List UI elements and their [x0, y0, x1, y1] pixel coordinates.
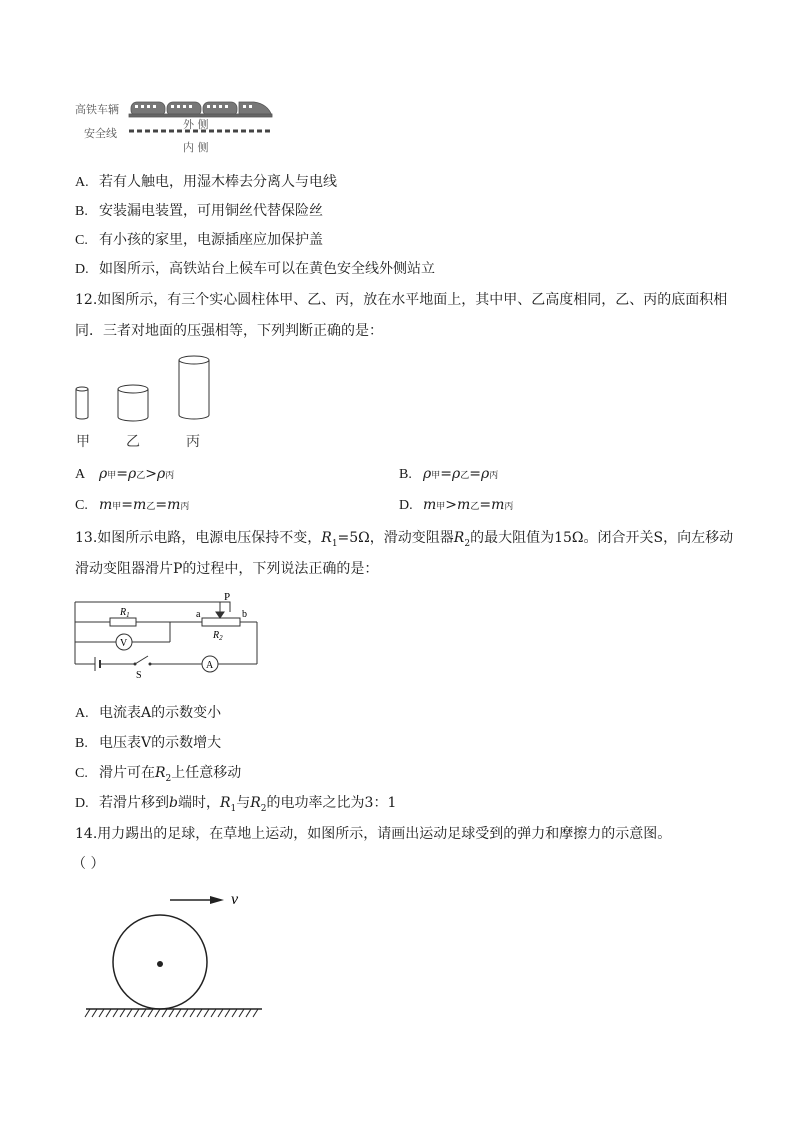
q12-option-b: B. ρ甲=ρ乙=ρ丙	[399, 466, 499, 482]
circuit-b-label: b	[242, 609, 247, 620]
q13-stem-line2: 滑动变阻器滑片P的过程中，下列说法正确的是：	[75, 561, 379, 577]
q13-stem-line1: 13.如图所示电路，电源电压保持不变，$R_1=5\Omega$，滑动变阻器$R_2$的最大阻值为15Ω。闭合开关S，向左移动	[75, 530, 734, 549]
q12-option-a: A ρ甲=ρ乙>ρ丙	[75, 466, 175, 482]
q13-option-c: C. 滑片可在$R_2$上任意移动	[75, 765, 242, 784]
q13-option-a: A. 电流表A的示数变小	[75, 705, 222, 721]
cylinder-label-bing: 丙	[186, 434, 200, 450]
q11-option-c: C. 有小孩的家里，电源插座应加保护盖	[75, 232, 323, 248]
voltmeter-label: V	[120, 638, 128, 649]
cylinder-label-jia: 甲	[76, 434, 90, 450]
q12-option-c: C. m甲=m乙=m丙	[75, 497, 190, 513]
q11-option-b: B. 安装漏电装置，可用铜丝代替保险丝	[75, 203, 323, 219]
circuit-diagram	[70, 592, 265, 680]
q13-option-d: D. 若滑片移到b端时，$R_1$与$R_2$的电功率之比为3：1	[75, 795, 397, 814]
q14-stem: 14.用力踢出的足球，在草地上运动，如图所示，请画出运动足球受到的弹力和摩擦力的示意图。	[75, 826, 672, 842]
ammeter-label: A	[206, 660, 214, 671]
circuit-a-label: a	[196, 609, 201, 620]
ball-center	[157, 961, 163, 967]
switch-label: S	[136, 670, 142, 680]
velocity-label: v	[231, 891, 239, 908]
circuit-r2-label: $R_2$	[213, 630, 223, 642]
circuit-r1-label: $R_1$	[120, 607, 130, 619]
cylinder-label-yi: 乙	[126, 434, 140, 450]
q13-option-b: B. 电压表V的示数增大	[75, 735, 222, 751]
q12-stem-line1: 12.如图所示，有三个实心圆柱体甲、乙、丙，放在水平地面上，其中甲、乙高度相同，乙、丙的底面积相	[75, 292, 728, 308]
q12-option-d: D. m甲>m乙=m丙	[399, 497, 514, 513]
q11-option-a: A. 若有人触电，用湿木棒去分离人与电线	[75, 174, 337, 190]
circuit-p-label: P	[224, 592, 231, 603]
outer-side-label: 外 侧	[183, 118, 209, 131]
q12-stem-line2: 同．三者对地面的压强相等，下列判断正确的是：	[75, 323, 383, 339]
q11-option-d: D. 如图所示，高铁站台上候车可以在黄色安全线外侧站立	[75, 261, 435, 277]
cylinders-figure	[70, 352, 220, 430]
ground-hatching	[85, 1009, 258, 1017]
football-figure	[84, 884, 274, 1024]
q14-answer-blank: （ ）	[72, 856, 105, 872]
vehicle-label: 高铁车辆	[75, 103, 119, 116]
safety-line-label: 安全线	[84, 127, 117, 140]
inner-side-label: 内 侧	[183, 141, 209, 154]
